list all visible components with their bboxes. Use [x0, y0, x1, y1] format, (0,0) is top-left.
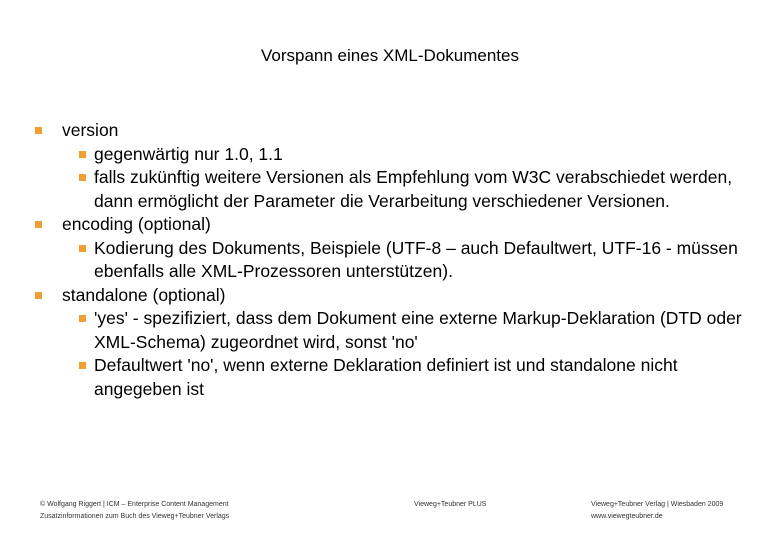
- footer-website: www.viewegteubner.de: [591, 513, 663, 520]
- slide-title: Vorspann eines XML-Dokumentes: [261, 46, 519, 65]
- list-item-text: version: [62, 120, 119, 140]
- square-bullet-icon: [35, 127, 42, 134]
- list-item: [32, 307, 752, 354]
- footer-publisher: Vieweg+Teubner Verlag | Wiesbaden 2009: [591, 501, 724, 508]
- footer-center: [414, 499, 486, 511]
- footer-left: [40, 499, 229, 523]
- list-item-text: gegenwärtig nur 1.0, 1.1: [94, 143, 283, 164]
- list-item: [32, 166, 752, 213]
- list-item: [32, 143, 752, 167]
- list-item-text: falls zukünftig weitere Versionen als Empfehlung vom W3C verabschiedet werden, dann ermöglicht der Parameter die Verarbeitung verschiedener Versionen.: [94, 167, 733, 211]
- square-bullet-icon: [79, 151, 86, 158]
- list-item-text: standalone (optional): [62, 284, 226, 305]
- footer-info: Zusatzinformationen zum Buch des Vieweg+Teubner Verlags: [40, 513, 230, 520]
- square-bullet-icon: [35, 221, 42, 228]
- footer-publisher-plus: Vieweg+Teubner PLUS: [414, 501, 487, 508]
- square-bullet-icon: [79, 362, 86, 369]
- list-item: [32, 237, 752, 284]
- square-bullet-icon: [79, 174, 86, 181]
- list-item-text: Kodierung des Dokuments, Beispiele (UTF-8 – auch Defaultwert, UTF-16 - müssen ebenfalls alle XML-Prozessoren unterstützen).: [94, 237, 738, 281]
- list-item: [32, 354, 752, 401]
- list-item: [32, 213, 752, 237]
- list-item-text: Defaultwert 'no', wenn externe Deklaration definiert ist und standalone nicht angegeben ist: [94, 355, 678, 399]
- list-item-text: encoding (optional): [62, 214, 211, 234]
- bullet-list: [32, 119, 752, 401]
- square-bullet-icon: [35, 292, 42, 299]
- square-bullet-icon: [79, 245, 86, 252]
- square-bullet-icon: [79, 315, 86, 322]
- list-item-text: 'yes' - spezifiziert, dass dem Dokument eine externe Markup-Deklaration (DTD oder XML-Schema) zugeordnet wird, sonst 'no': [94, 308, 742, 352]
- list-item: [32, 284, 752, 308]
- footer-right: [591, 499, 723, 523]
- footer-copyright: © Wolfgang Riggert | ICM – Enterprise Content Management: [40, 501, 229, 508]
- list-item: [32, 119, 752, 143]
